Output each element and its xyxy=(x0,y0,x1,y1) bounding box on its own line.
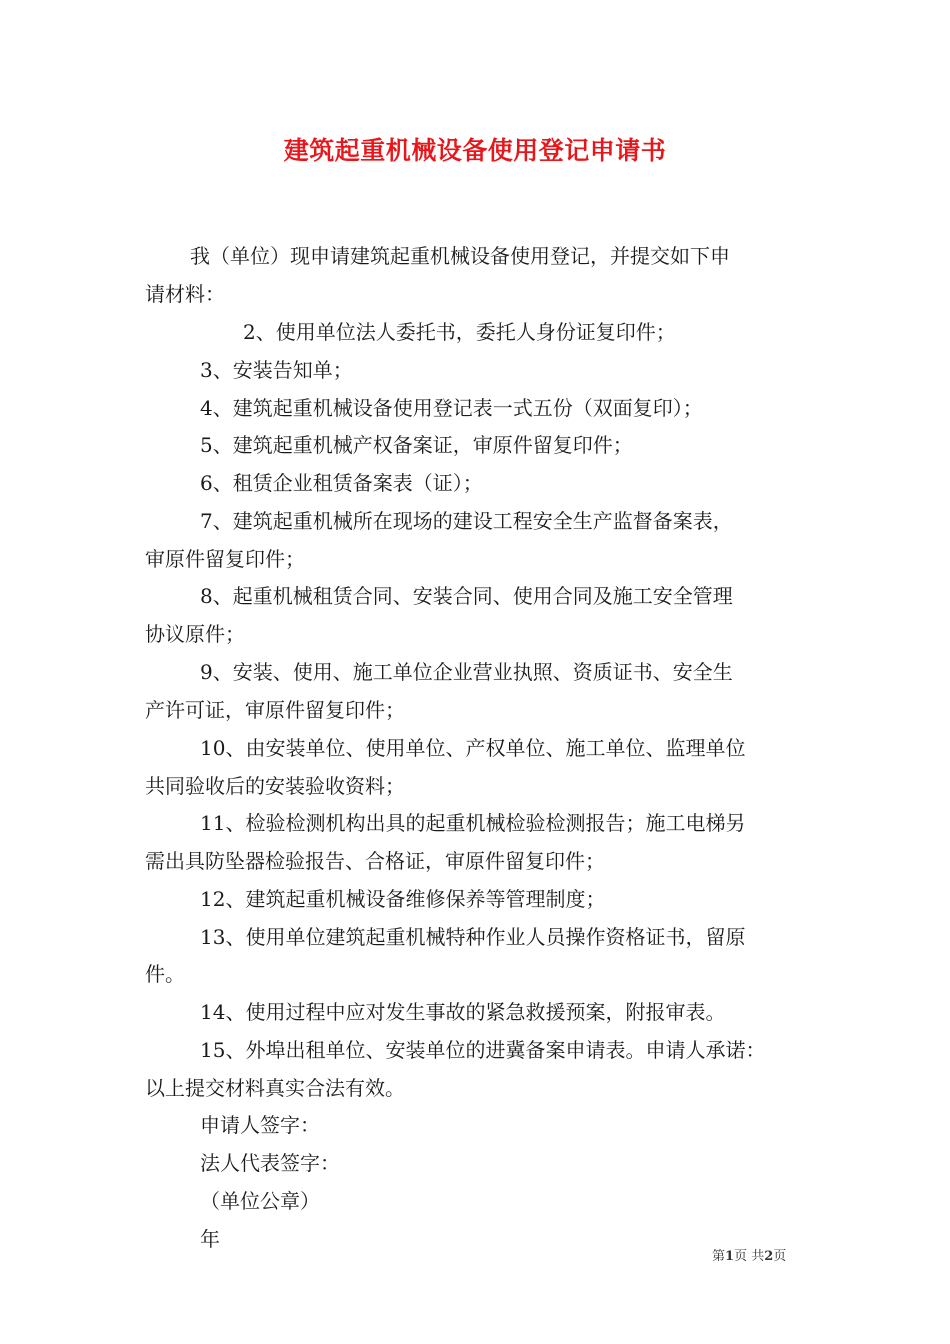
footer-total-pages: 2 xyxy=(764,1249,774,1264)
list-item-9: 9、安装、使用、施工单位企业营业执照、资质证书、安全生 xyxy=(200,660,733,684)
list-item-13-cont: 件。 xyxy=(145,962,185,986)
footer-middle: 页 共 xyxy=(734,1249,765,1264)
list-item-8: 8、起重机械租赁合同、安装合同、使用合同及施工安全管理 xyxy=(200,584,733,608)
list-item-7: 7、建筑起重机械所在现场的建设工程安全生产监督备案表， xyxy=(200,509,733,533)
page-number-footer xyxy=(712,1245,786,1264)
list-item-7-cont: 审原件留复印件； xyxy=(145,547,305,571)
year-label: 年 xyxy=(200,1227,220,1251)
page-title: 建筑起重机械设备使用登记申请书 xyxy=(283,136,667,165)
list-item-6: 6、租赁企业租赁备案表（证）； xyxy=(200,471,483,495)
applicant-signature-label: 申请人签字： xyxy=(200,1113,320,1137)
footer-suffix: 页 xyxy=(773,1249,787,1264)
list-item-4: 4、建筑起重机械设备使用登记表一式五份（双面复印）； xyxy=(200,396,703,420)
footer-current-page: 1 xyxy=(725,1249,735,1264)
legal-rep-signature-label: 法人代表签字： xyxy=(200,1151,340,1175)
list-item-13: 13、使用单位建筑起重机械特种作业人员操作资格证书，留原 xyxy=(200,925,746,949)
intro-line-1: 我（单位）现申请建筑起重机械设备使用登记，并提交如下申 xyxy=(190,244,730,268)
list-item-10: 10、由安装单位、使用单位、产权单位、施工单位、监理单位 xyxy=(200,736,746,760)
list-item-12: 12、建筑起重机械设备维修保养等管理制度； xyxy=(200,887,606,911)
list-item-5: 5、建筑起重机械产权备案证，审原件留复印件； xyxy=(200,433,633,457)
intro-line-2: 请材料： xyxy=(145,282,225,306)
footer-prefix: 第 xyxy=(712,1249,726,1264)
list-item-14: 14、使用过程中应对发生事故的紧急救援预案，附报审表。 xyxy=(200,1000,726,1024)
list-item-9-cont: 产许可证，审原件留复印件； xyxy=(145,698,405,722)
list-item-10-cont: 共同验收后的安装验收资料； xyxy=(145,774,405,798)
list-item-11-cont: 需出具防坠器检验报告、合格证，审原件留复印件； xyxy=(145,849,605,873)
list-item-15: 15、外埠出租单位、安装单位的进冀备案申请表。申请人承诺： xyxy=(200,1038,766,1062)
list-item-15-cont: 以上提交材料真实合法有效。 xyxy=(145,1076,405,1100)
list-item-3: 3、安装告知单； xyxy=(200,358,353,382)
list-item-2: 2、使用单位法人委托书，委托人身份证复印件； xyxy=(243,320,676,344)
unit-seal-label: （单位公章） xyxy=(200,1189,320,1213)
list-item-11: 11、检验检测机构出具的起重机械检验检测报告；施工电梯另 xyxy=(200,811,746,835)
list-item-8-cont: 协议原件； xyxy=(145,622,245,646)
